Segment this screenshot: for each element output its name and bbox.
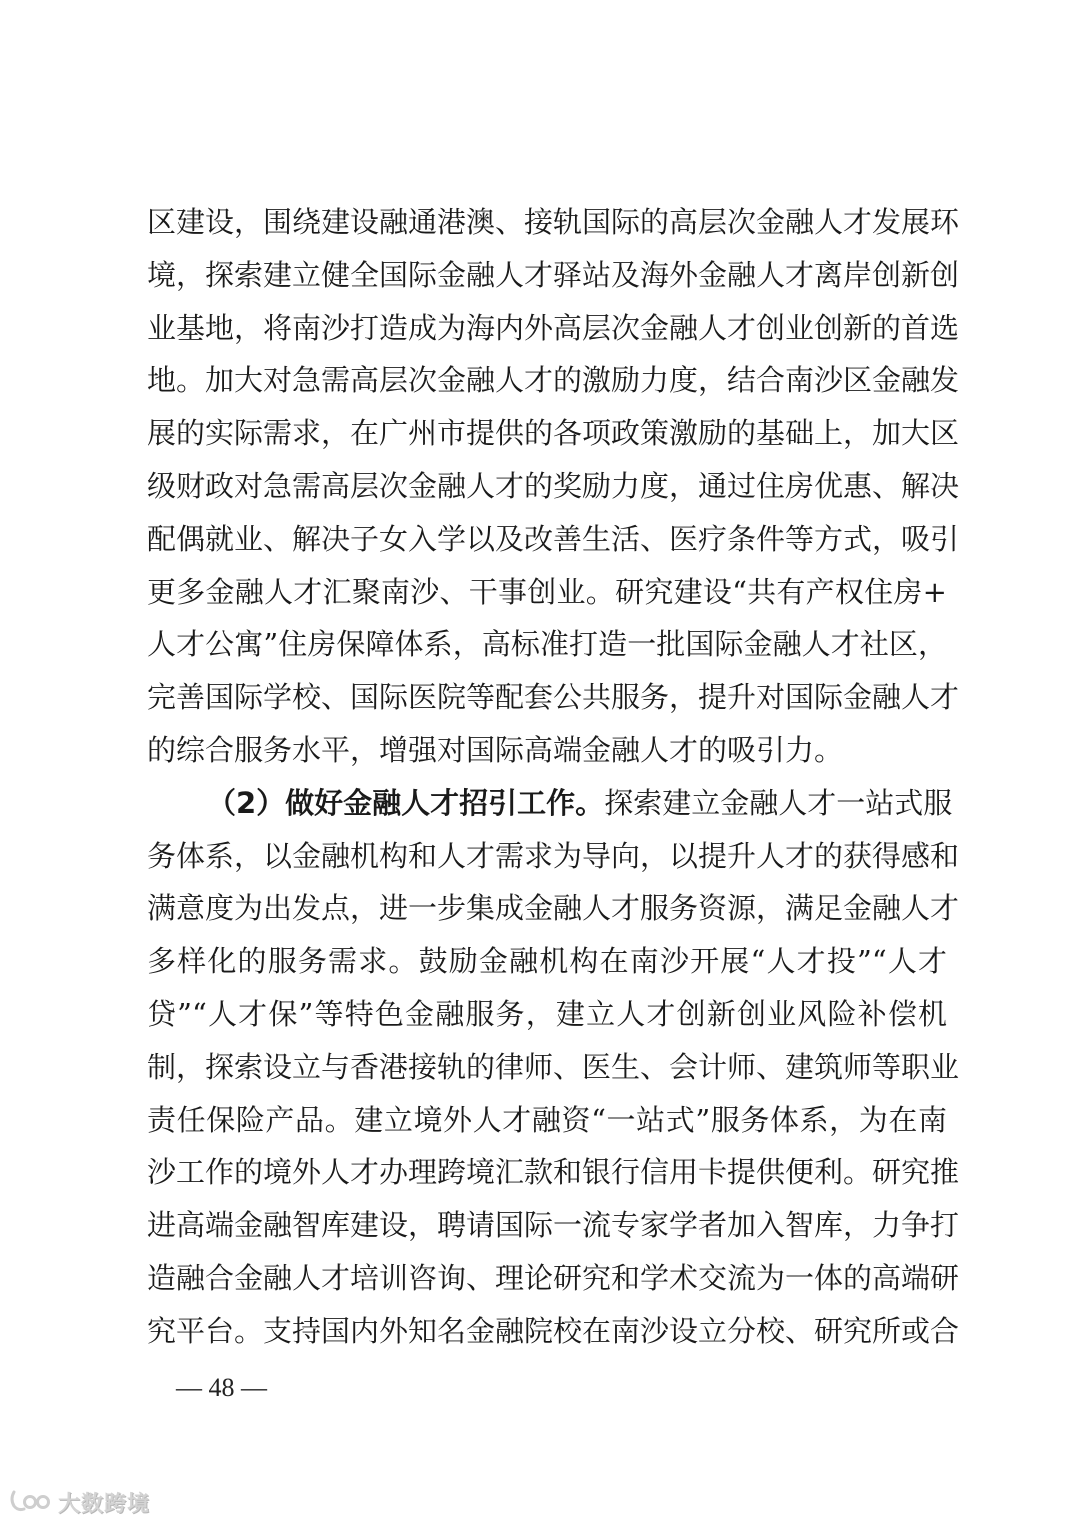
- text-run: 探索建立金融人才一站式服: [604, 785, 953, 820]
- text-line: 境，探索建立健全国际金融人才驿站及海外金融人才离岸创新创: [147, 257, 960, 292]
- text-line: 地。加大对急需高层次金融人才的激励力度，结合南沙区金融发: [147, 363, 960, 398]
- text-line: 进高端金融智库建设，聘请国际一流专家学者加入智库，力争打: [147, 1208, 960, 1243]
- text-line: 造融合金融人才培训咨询、理论研究和学术交流为一体的高端研: [147, 1260, 960, 1295]
- text-line: 完善国际学校、国际医院等配套公共服务，提升对国际金融人才: [147, 680, 960, 715]
- text-line: 配偶就业、解决子女入学以及改善生活、医疗条件等方式，吸引: [147, 521, 960, 556]
- watermark-logo-icon: [8, 1489, 52, 1515]
- page-number: — 48 —: [176, 1373, 267, 1402]
- watermark: [8, 1486, 150, 1518]
- watermark-text: 大数跨境: [58, 1491, 151, 1517]
- text-line: 级财政对急需高层次金融人才的奖励力度，通过住房优惠、解决: [147, 468, 960, 503]
- text-line: 多样化的服务需求。鼓励金融机构在南沙开展“人才投”“人才: [147, 944, 947, 979]
- text-line: 展的实际需求，在广州市提供的各项政策激励的基础上，加大区: [147, 416, 960, 451]
- text-line: 人才公寓”住房保障体系，高标准打造一批国际金融人才社区，: [147, 627, 947, 662]
- text-line: 责任保险产品。建立境外人才融资“一站式”服务体系，为在南: [147, 1102, 947, 1137]
- text-line: 制，探索设立与香港接轨的律师、医生、会计师、建筑师等职业: [147, 1049, 960, 1084]
- body-text: [147, 196, 960, 1358]
- text-line: 更多金融人才汇聚南沙、干事创业。研究建设“共有产权住房+: [147, 574, 947, 609]
- text-line: 究平台。支持国内外知名金融院校在南沙设立分校、研究所或合: [147, 1313, 960, 1348]
- text-line: 的综合服务水平，增强对国际高端金融人才的吸引力。: [147, 732, 844, 767]
- section-heading: （2）做好金融人才招引工作。: [207, 785, 605, 820]
- text-line: 区建设，围绕建设融通港澳、接轨国际的高层次金融人才发展环: [147, 205, 960, 239]
- text-line: 务体系，以金融机构和人才需求为导向，以提升人才的获得感和: [147, 838, 960, 873]
- text-line: 业基地，将南沙打造成为海内外高层次金融人才创业创新的首选: [147, 310, 960, 345]
- text-line: 贷”“人才保”等特色金融服务，建立人才创新创业风险补偿机: [147, 996, 947, 1031]
- text-line: 沙工作的境外人才办理跨境汇款和银行信用卡提供便利。研究推: [147, 1155, 960, 1190]
- text-line: 满意度为出发点，进一步集成金融人才服务资源，满足金融人才: [147, 891, 960, 926]
- paragraph-first-line: [147, 777, 953, 830]
